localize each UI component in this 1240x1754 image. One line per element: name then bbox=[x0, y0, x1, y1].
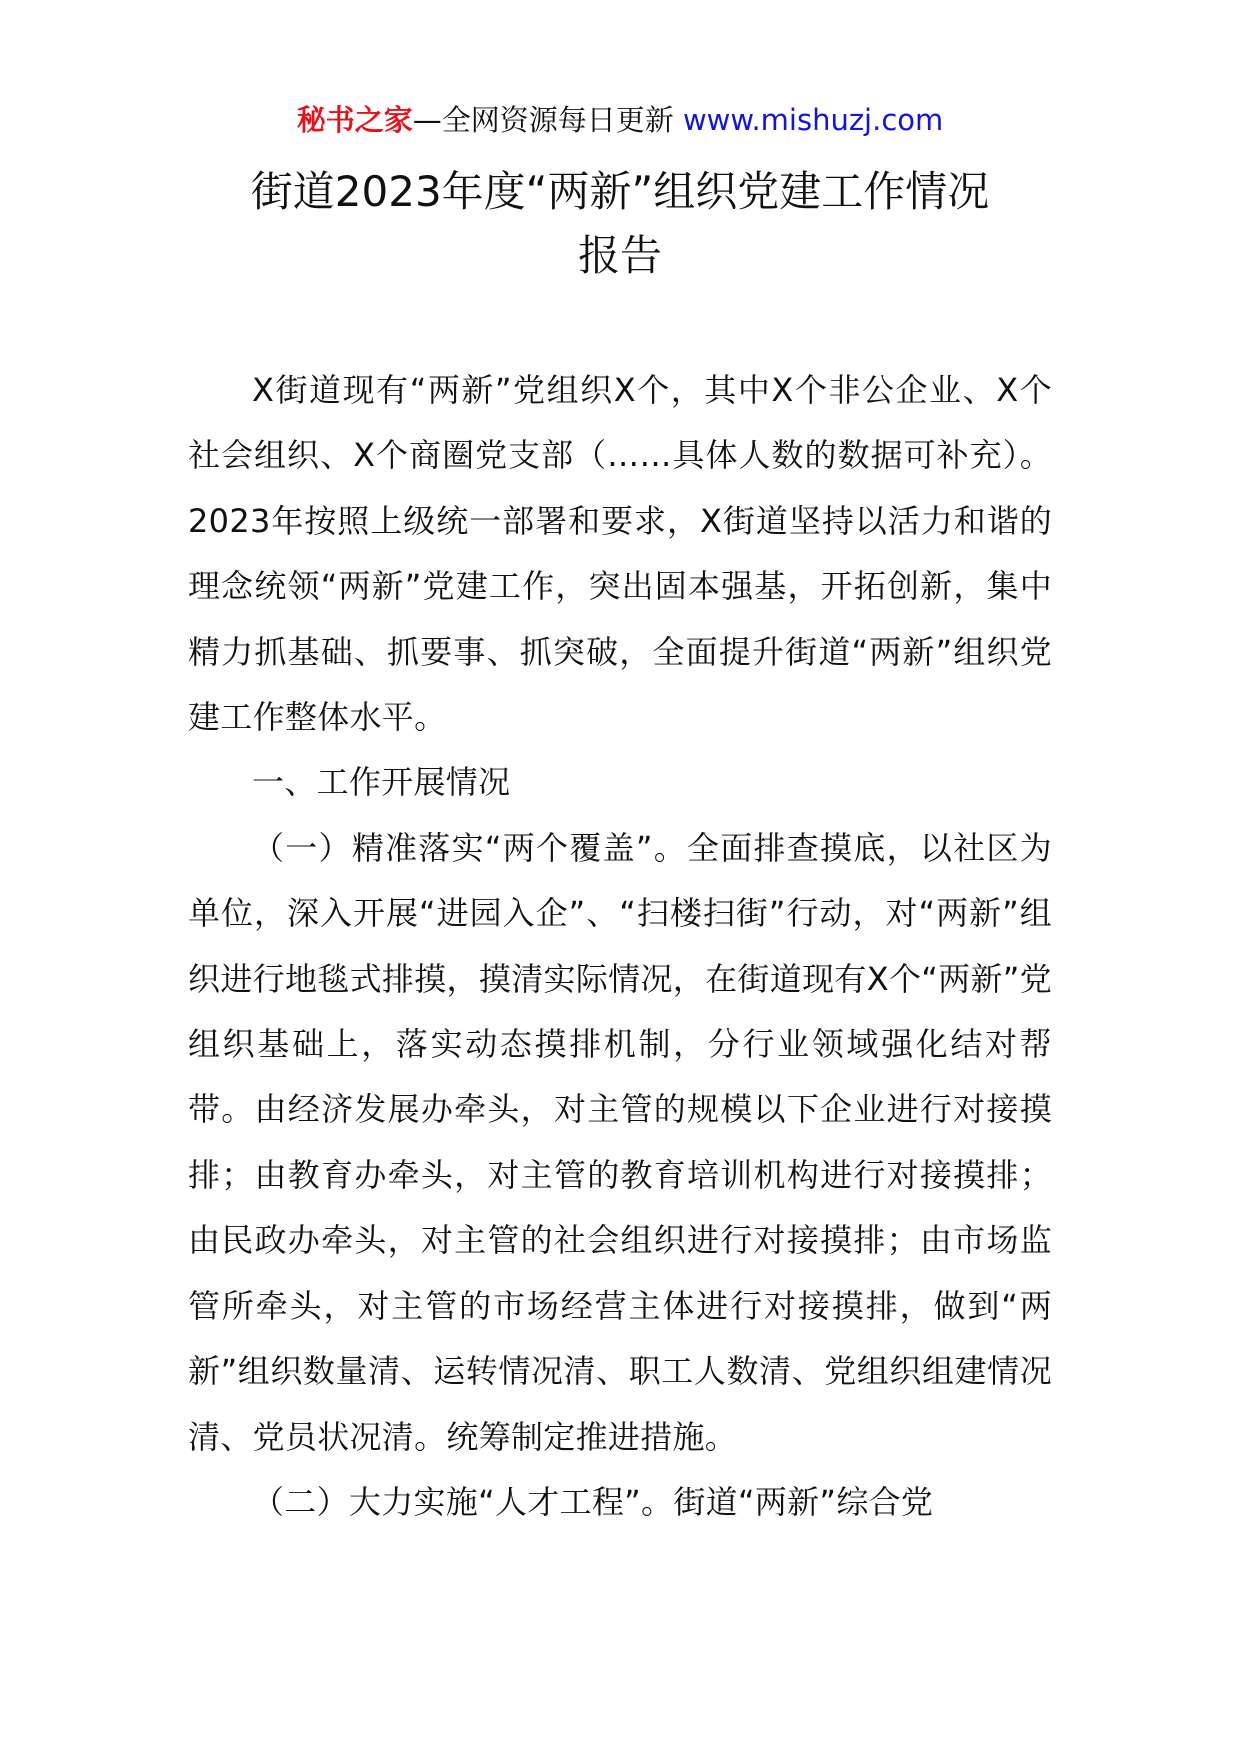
title-line-1: 街道2023年度“两新”组织党建工作情况 bbox=[250, 167, 990, 216]
subsection-talent-project-paragraph: （二）大力实施“人才工程”。街道“两新”综合党 bbox=[252, 1482, 934, 1521]
title-line-2: 报告 bbox=[577, 231, 662, 280]
site-tagline: —全网资源每日更新 bbox=[412, 103, 683, 137]
document-body bbox=[188, 358, 1052, 1535]
document-title bbox=[120, 160, 1120, 288]
section-heading-work-progress: 一、工作开展情况 bbox=[252, 763, 511, 802]
site-url-link[interactable]: www.mishuzj.com bbox=[682, 103, 944, 137]
subsection-two-coverage-paragraph: （一）精准落实“两个覆盖”。全面排查摸底，以社区为单位，深入开展“进园入企”、“扫楼扫街”行动，对“两新”组织进行地毯式排摸，摸清实际情况，在街道现有X个“两新”党组织基础上，落实动态摸排机制，分行业领域强化结对帮带。由经济发展办牵头，对主管的规模以下企业进行对接摸排；由教育办牵头，对主管的教育培训机构进行对接摸排；由民政办牵头，对主管的社会组织进行对接摸排；由市场监管所牵头，对主管的市场经营主体进行对接摸排，做到“两新”组织数量清、运转情况清、职工人数清、党组织组建情况清、党员状况清。统筹制定推进措施。 bbox=[188, 828, 1052, 1456]
intro-paragraph: X街道现有“两新”党组织X个，其中X个非公企业、X个社会组织、X个商圈党支部（……具体人数的数据可补充）。2023年按照上级统一部署和要求，X街道坚持以活力和谐的理念统领“两新”党建工作，突出固本强基，开拓创新，集中精力抓基础、抓要事、抓突破，全面提升街道“两新”组织党建工作整体水平。 bbox=[188, 371, 1052, 737]
site-banner bbox=[0, 100, 1240, 140]
site-brand: 秘书之家 bbox=[296, 103, 413, 137]
